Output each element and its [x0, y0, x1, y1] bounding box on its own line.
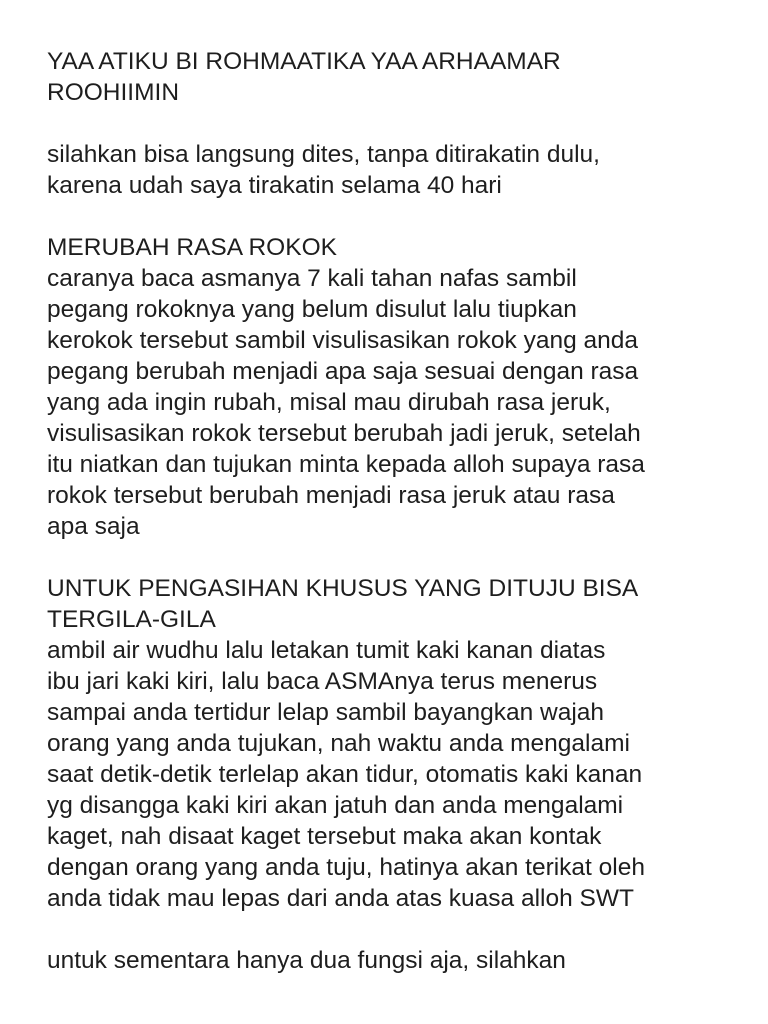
intro-line-1: silahkan bisa langsung dites, tanpa ditirakatin dulu,	[47, 141, 600, 168]
paragraph-gap	[47, 914, 747, 945]
intro-line-2: karena udah saya tirakatin selama 40 hari	[47, 172, 502, 199]
section2-line-9: anda tidak mau lepas dari anda atas kuasa alloh SWT	[47, 885, 634, 912]
section2-line-8: dengan orang yang anda tuju, hatinya akan terikat oleh	[47, 854, 645, 881]
paragraph-gap	[47, 542, 747, 573]
section1-line-5: yang ada ingin rubah, misal mau dirubah rasa jeruk,	[47, 389, 611, 416]
section2-line-5: saat detik-detik terlelap akan tidur, otomatis kaki kanan	[47, 761, 643, 788]
document-body	[47, 46, 747, 976]
paragraph-gap	[47, 108, 747, 139]
section1-line-4: pegang berubah menjadi apa saja sesuai dengan rasa	[47, 358, 639, 385]
section1-line-3: kerokok tersebut sambil visulisasikan rokok yang anda	[47, 327, 639, 354]
section2-line-2: ibu jari kaki kiri, lalu baca ASMAnya terus menerus	[47, 668, 598, 695]
section1-line-9: apa saja	[47, 513, 140, 540]
section2-heading-line-1: UNTUK PENGASIHAN KHUSUS YANG DITUJU BISA	[47, 575, 639, 602]
section2-line-4: orang yang anda tujukan, nah waktu anda mengalami	[47, 730, 630, 757]
closing-line: untuk sementara hanya dua fungsi aja, silahkan	[47, 947, 566, 974]
section1-line-8: rokok tersebut berubah menjadi rasa jeruk atau rasa	[47, 482, 615, 509]
section1-line-7: itu niatkan dan tujukan minta kepada alloh supaya rasa	[47, 451, 645, 478]
paragraph-gap	[47, 201, 747, 232]
section2-line-1: ambil air wudhu lalu letakan tumit kaki kanan diatas	[47, 637, 606, 664]
section1-line-6: visulisasikan rokok tersebut berubah jadi jeruk, setelah	[47, 420, 641, 447]
section2-line-3: sampai anda tertidur lelap sambil bayangkan wajah	[47, 699, 605, 726]
section2-line-7: kaget, nah disaat kaget tersebut maka akan kontak	[47, 823, 602, 850]
section1-heading: MERUBAH RASA ROKOK	[47, 234, 337, 261]
section1-line-2: pegang rokoknya yang belum disulut lalu tiupkan	[47, 296, 577, 323]
section1-line-1: caranya baca asmanya 7 kali tahan nafas sambil	[47, 265, 577, 292]
section2-heading-line-2: TERGILA-GILA	[47, 606, 216, 633]
title-line-1: YAA ATIKU BI ROHMAATIKA YAA ARHAAMAR	[47, 48, 561, 75]
title-line-2: ROOHIIMIN	[47, 79, 180, 106]
section2-line-6: yg disangga kaki kiri akan jatuh dan anda mengalami	[47, 792, 624, 819]
